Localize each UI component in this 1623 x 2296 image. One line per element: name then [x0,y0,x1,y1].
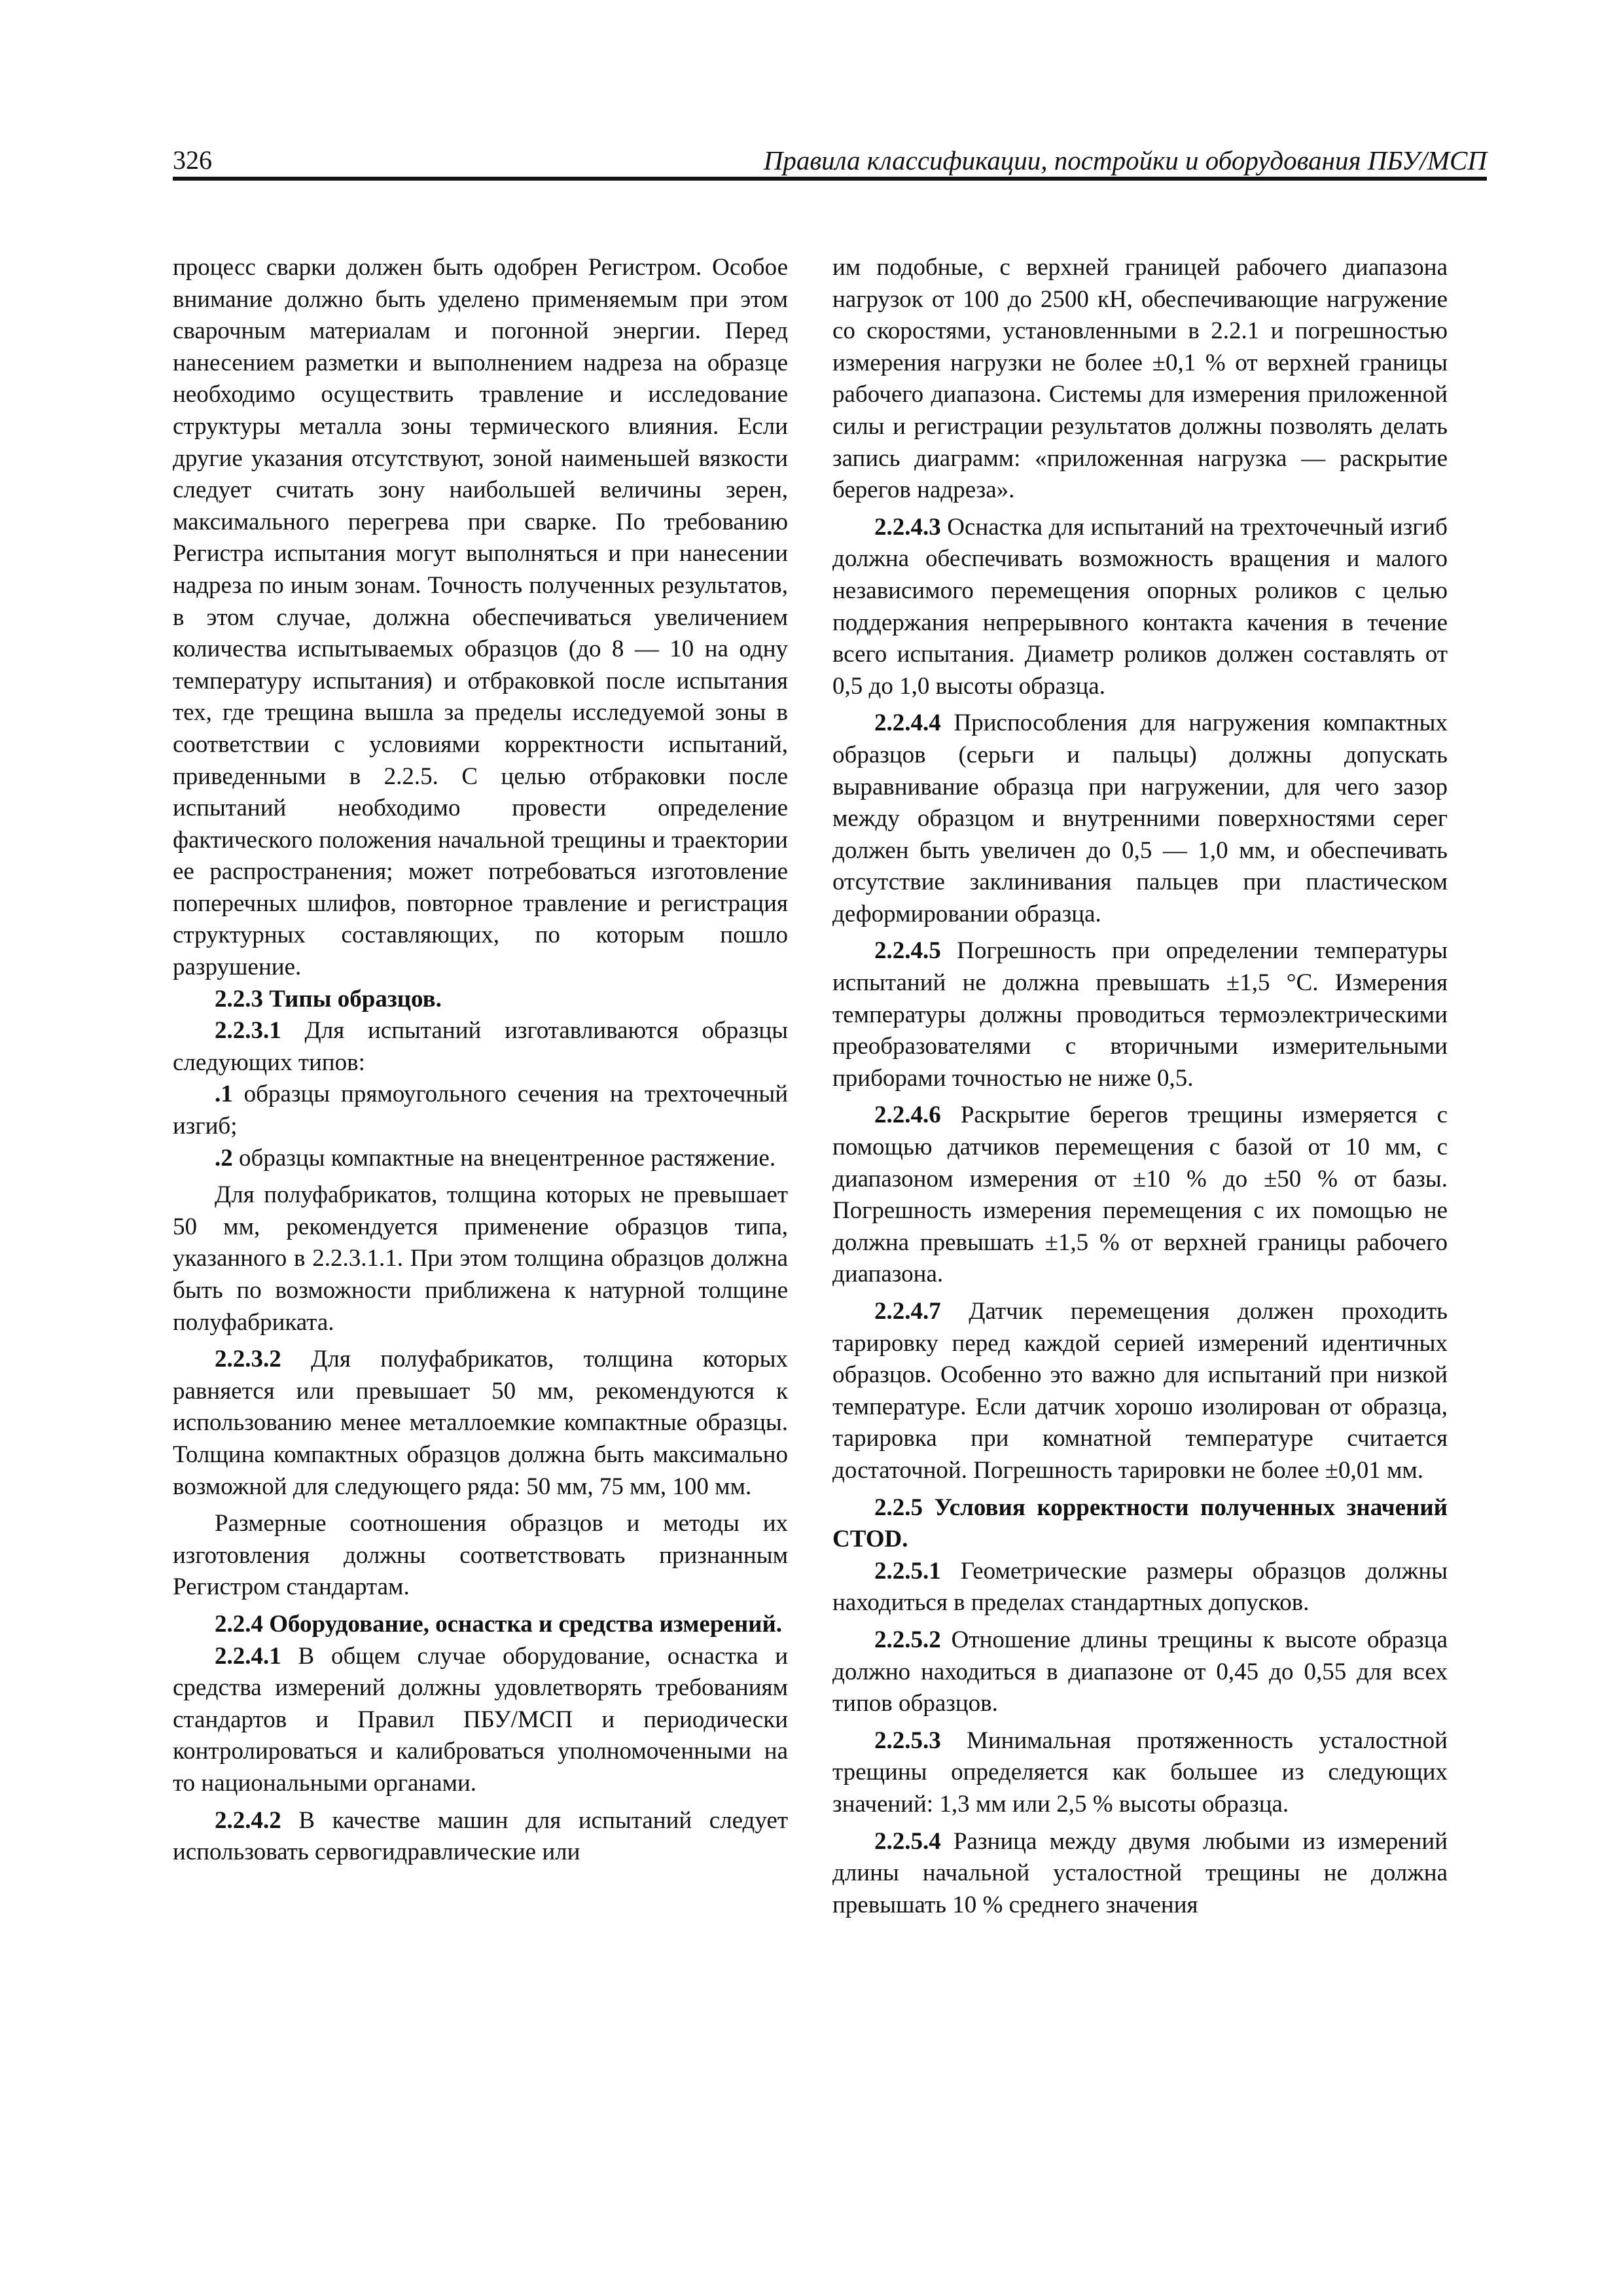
clause-text: В качестве машин для испытаний следует использовать сервогидравлические или [173,1806,788,1866]
clause-text: Разница между двумя любыми из измерений длины начальной усталостной трещины не должна превышать 10 % среднего значения [832,1827,1448,1918]
clause-number: 2.2.5.4 [874,1827,941,1855]
clause-text: Для испытаний изготавливаются образцы следующих типов: [173,1017,788,1076]
section-heading-2-2-3 [173,984,788,1016]
clause-text: Отношение длины трещины к высоте образца должно находиться в диапазоне от 0,45 до 0,55 для всех типов образцов. [832,1626,1448,1717]
paragraph-dimensions: Размерные соотношения образцов и методы их изготовления должны соответствовать признанным Регистром стандартам. [173,1510,788,1601]
page-number: 326 [173,145,212,175]
clause-text: Минимальная протяженность усталостной трещины определяется как большее из следующих значений: 1,3 мм или 2,5 % высоты образца. [832,1727,1448,1818]
clause-number: 2.2.4.1 [215,1642,281,1670]
left-column [173,252,788,1869]
clause-2-2-5-1 [832,1556,1448,1619]
heading-text: 2.2.3 Типы образцов. [215,985,442,1013]
clause-number: 2.2.4.3 [874,513,941,541]
heading-text: 2.2.4 Оборудование, оснастка и средства измерений. [215,1610,783,1638]
clause-2-2-4-4 [832,708,1448,930]
clause-number: 2.2.5.3 [874,1727,941,1754]
heading-text: 2.2.5 Условия корректности полученных значений CTOD. [832,1494,1448,1553]
clause-2-2-5-4 [832,1826,1448,1922]
clause-number: 2.2.4.2 [215,1806,281,1834]
clause-text: Датчик перемещения должен проходить тарировку перед каждой серией измерений идентичных образцов. Особенно это важно для испытаний при низкой температуре. Если датчик хорошо изолирован от образца, тарировка при комнатной температуре считается достаточной. Погрешность тарировки не более ±0,01 мм. [832,1298,1448,1484]
clause-text: Геометрические размеры образцов должны находиться в пределах стандартных допусков. [832,1557,1448,1617]
clause-number: 2.2.4.6 [874,1102,941,1129]
clause-text: В общем случае оборудование, оснастка и средства измерений должны удовлетворять требованиям стандартов и Правил ПБУ/МСП и периодически контролироваться и калиброваться уполномоченными на то национальными органами. [173,1642,788,1797]
list-item-text: образцы компактные на внецентренное растяжение. [232,1144,776,1172]
page-header [173,143,1487,178]
clause-number: 2.2.5.2 [874,1626,941,1653]
clause-text: Приспособления для нагружения компактных образцов (серьги и пальцы) должны допускать выравнивание образца при нагружении, для чего зазор между образцом и внутренними поверхностями серег должен быть увеличен до 0,5 — 1,0 мм, и обеспечивать отсутствие заклинивания пальцев при пластическом деформировании образца. [832,709,1448,927]
clause-number: 2.2.4.4 [874,709,941,737]
section-heading-2-2-5 [832,1492,1448,1556]
right-column [832,252,1448,1921]
clause-2-2-4-5 [832,935,1448,1094]
clause-2-2-4-1 [173,1641,788,1800]
clause-number: 2.2.4.7 [874,1298,941,1325]
clause-2-2-4-7 [832,1296,1448,1487]
list-item-1 [173,1079,788,1142]
clause-2-2-5-3 [832,1725,1448,1821]
clause-number: 2.2.4.5 [874,937,941,965]
list-item-text: образцы прямоугольного сечения на трехточечный изгиб; [173,1081,788,1140]
paragraph-continuation: им подобные, с верхней границей рабочего диапазона нагрузок от 100 до 2500 кН, обеспечивающие нагружение со скоростями, установленными в 2.2.1 и погрешностью измерения нагрузки не более ±0,1 % от верхней границы рабочего диапазона. Системы для измерения приложенной силы и регистрации результатов должны позволять делать запись диаграмм: «приложенная нагрузка — раскрытие берегов надреза». [832,254,1448,504]
clause-2-2-3-1 [173,1015,788,1079]
section-heading-2-2-4 [173,1609,788,1641]
clause-2-2-4-3 [832,512,1448,703]
clause-text: Погрешность при определении температуры испытаний не должна превышать ±1,5 °C. Измерения температуры должны проводиться термоэлектрическими преобразователями с вторичными измерительными приборами точностью не ниже 0,5. [832,937,1448,1092]
running-title: Правила классификации, постройки и оборудования ПБУ/МСП [763,145,1487,175]
list-item-2 [173,1143,788,1175]
clause-number: 2.2.3.1 [215,1017,281,1045]
paragraph-semi-finished: Для полуфабрикатов, толщина которых не превышает 50 мм, рекомендуется применение образцов типа, указанного в 2.2.3.1.1. При этом толщина образцов должна быть по возможности приближена к натурной толщине полуфабриката. [173,1181,788,1336]
clause-number: 2.2.3.2 [215,1346,281,1373]
list-item-number: .2 [215,1144,233,1172]
clause-text: Для полуфабрикатов, толщина которых равняется или превышает 50 мм, рекомендуются к использованию менее металлоемкие компактные образцы. Толщина компактных образцов должна быть максимально возможной для следующего ряда: 50 мм, 75 мм, 100 мм. [173,1346,788,1500]
clause-text: Оснастка для испытаний на трехточечный изгиб должна обеспечивать возможность вращения и малого независимого перемещения опорных роликов с целью поддержания непрерывного контакта качения в течение всего испытания. Диаметр роликов должен составлять от 0,5 до 1,0 высоты образца. [832,513,1448,700]
clause-2-2-4-2 [173,1805,788,1869]
clause-2-2-4-6 [832,1100,1448,1291]
clause-number: 2.2.5.1 [874,1557,941,1585]
clause-2-2-3-2 [173,1344,788,1503]
paragraph-welding-process: процесс сварки должен быть одобрен Регистром. Особое внимание должно быть уделено применяемым при этом сварочным материалам и погонной энергии. Перед нанесением разметки и выполнением надреза на образце необходимо осуществить травление и исследование структуры металла зоны термического влияния. Если другие указания отсутствуют, зоной наименьшей вязкости следует считать зону наибольшей величины зерен, максимального перегрева при сварке. По требованию Регистра испытания могут выполняться и при нанесении надреза по иным зонам. Точность полученных результатов, в этом случае, должна обеспечиваться увеличением количества испытываемых образцов (до 8 — 10 на одну температуру испытания) и отбраковкой после испытания тех, где трещина вышла за пределы исследуемой зоны в соответствии с условиями корректности испытаний, приведенными в 2.2.5. С целью отбраковки после испытаний необходимо провести определение фактического положения начальной трещины и траектории ее распространения; может потребоваться изготовление поперечных шлифов, повторное травление и регистрация структурных составляющих, по которым пошло разрушение. [173,254,788,981]
clause-text: Раскрытие берегов трещины измеряется с помощью датчиков перемещения с базой от 10 мм, с диапазоном измерения от ±10 % до ±50 % от базы. Погрешность измерения перемещения с их помощью не должна превышать ±1,5 % от верхней границы рабочего диапазона. [832,1102,1448,1288]
list-item-number: .1 [215,1081,233,1108]
header-rule [173,177,1487,181]
clause-2-2-5-2 [832,1624,1448,1720]
